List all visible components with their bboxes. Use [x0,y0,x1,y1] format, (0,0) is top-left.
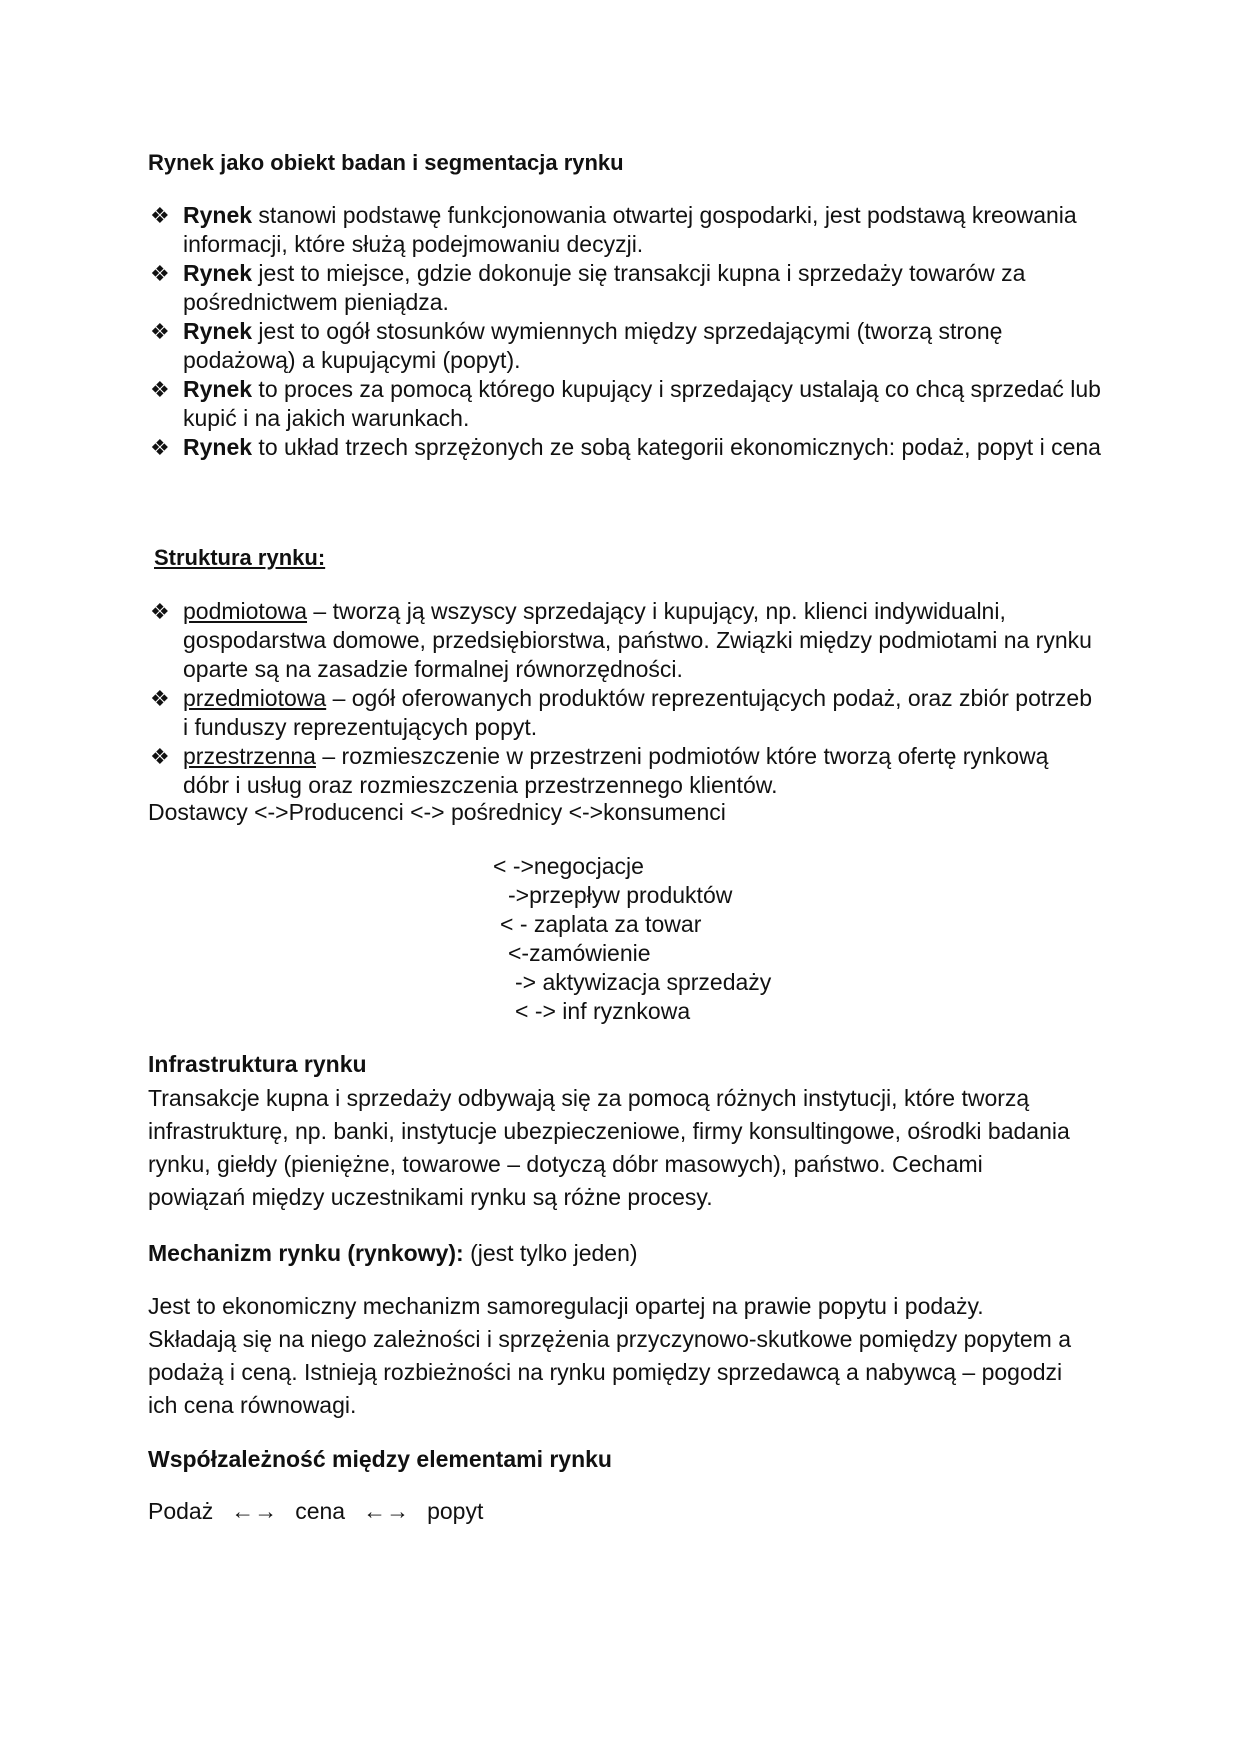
list-item: ❖ podmiotowa – tworzą ją wszyscy sprzedający i kupujący, np. klienci indywidualni, gospodarstwa domowe, przedsiębiorstwa, państwo. Związki między podmiotami na rynku oparte są na zasadzie formalnej równorzędności. [150,598,1092,682]
diamond-bullet-icon: ❖ [150,203,170,228]
list-item: ❖ przestrzenna – rozmieszczenie w przestrzeni podmiotów które tworzą ofertę rynkową dóbr i usług oraz rozmieszczenia przestrzennego klientów. [150,743,1049,798]
mechanizm-paragraph: Jest to ekonomiczny mechanizm samoregulacji opartej na prawie popytu i podaży. Składają się na niego zależności i sprzężenia przyczynowo-skutkowe pomiędzy popytem a podażą i ceną. Istnieją rozbieżności na rynku pomiędzy sprzedawcą a nabywcą – pogodzi ich cena równowagi. [148,1293,1072,1418]
bidirectional-arrow-icon: ←→ [363,1498,410,1524]
relation-term-popyt: popyt [427,1498,484,1524]
list-item: ❖ Rynek to układ trzech sprzężonych ze sobą kategorii ekonomicznych: podaż, popyt i cena [150,434,1101,460]
mechanizm-heading-line [148,1239,638,1268]
mechanizm-note: (jest tylko jeden) [463,1240,638,1266]
list-item: ❖ Rynek jest to ogół stosunków wymiennych między sprzedającymi (tworzą stronę podażową) a kupującymi (popyt). [150,318,1003,373]
diamond-bullet-icon: ❖ [150,261,170,286]
list-item: ❖ przedmiotowa – ogół oferowanych produktów reprezentujących podaż, oraz zbiór potrzeb i funduszy reprezentujących popyt. [150,685,1093,740]
relation-term-cena: cena [295,1498,346,1524]
mechanizm-heading: Mechanizm rynku (rynkowy): [148,1240,464,1266]
wspolzaleznosc-heading: Współzależność między elementami rynku [148,1446,612,1472]
relation-term-podaz: Podaż [148,1498,214,1524]
diamond-bullet-icon: ❖ [150,599,170,624]
diamond-bullet-icon: ❖ [150,744,170,769]
infrastruktura-paragraph: Transakcje kupna i sprzedaży odbywają się za pomocą różnych instytucji, które tworzą infrastrukturę, np. banki, instytucje ubezpieczeniowe, firmy konsultingowe, ośrodki badania rynku, giełdy (pieniężne, towarowe – dotyczą dóbr masowych), państwo. Cechami powiązań między uczestnikami rynku są różne procesy. [148,1085,1070,1210]
flow-item: -> aktywizacja sprzedaży [515,969,772,995]
list-item: ❖ Rynek jest to miejsce, gdzie dokonuje się transakcji kupna i sprzedaży towarów za pośrednictwem pieniądza. [150,260,1026,315]
flow-item: <-zamówienie [508,940,651,966]
infrastruktura-heading: Infrastruktura rynku [148,1051,367,1077]
diamond-bullet-icon: ❖ [150,377,170,402]
diamond-bullet-icon: ❖ [150,686,170,711]
bidirectional-arrow-icon: ←→ [231,1498,278,1524]
supply-chain-line: Dostawcy <->Producenci <-> pośrednicy <->konsumenci [148,799,726,825]
document-title: Rynek jako obiekt badan i segmentacja rynku [148,150,624,175]
flow-item: < ->negocjacje [493,853,644,879]
list-item: ❖ Rynek to proces za pomocą którego kupujący i sprzedający ustalają co chcą sprzedać lub kupić i na jakich warunkach. [150,376,1101,431]
wspolzaleznosc-relation [148,1497,483,1526]
flow-item: ->przepływ produktów [508,882,733,908]
list-item: ❖ Rynek stanowi podstawę funkcjonowania otwartej gospodarki, jest podstawą kreowania informacji, które służą podejmowaniu decyzji. [150,202,1077,257]
struktura-list [148,597,1093,800]
struktura-heading: Struktura rynku: [154,545,326,570]
rynek-definitions-list [148,201,1108,462]
diamond-bullet-icon: ❖ [150,435,170,460]
diamond-bullet-icon: ❖ [150,319,170,344]
flow-item: < - zaplata za towar [500,911,702,937]
flow-item: < -> inf ryznkowa [515,998,691,1024]
